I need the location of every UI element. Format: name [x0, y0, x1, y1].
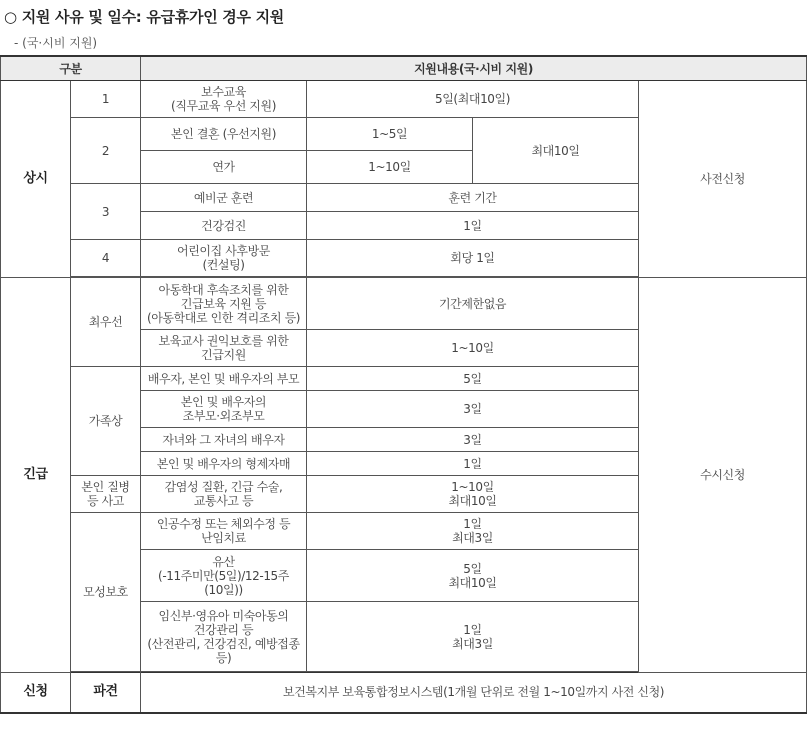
- table-row: [1, 81, 807, 118]
- application-content: 보건복지부 보육통합정보시스템(1개월 단위로 전월 1~10일까지 사전 신청): [141, 673, 807, 713]
- category-regular: 상시: [1, 81, 71, 278]
- row-days: 1~10일: [307, 151, 473, 184]
- row-days: 1~10일 최대10일: [307, 476, 639, 513]
- support-table: [0, 55, 807, 714]
- row-days: 5일: [307, 367, 639, 391]
- subcategory-maternity: 모성보호: [71, 513, 141, 672]
- page-subtitle: - (국·시비 지원): [14, 36, 98, 50]
- row-days: 회당 1일: [307, 240, 639, 277]
- row-days: 5일 최대10일: [307, 550, 639, 602]
- row-item: 감염성 질환, 긴급 수술, 교통사고 등: [141, 476, 307, 513]
- subcategory-family: 가족상: [71, 367, 141, 476]
- row-days: 기간제한없음: [307, 278, 639, 330]
- row-item: 본인 및 배우자의 조부모·외조부모: [141, 391, 307, 428]
- row-item: 본인 결혼 (우선지원): [141, 118, 307, 151]
- row-item: 본인 및 배우자의 형제자매: [141, 452, 307, 476]
- page-title: ○ 지원 사유 및 일수: 유급휴가인 경우 지원: [4, 8, 284, 26]
- row-days: 1~10일: [307, 330, 639, 367]
- row-item: 어린이집 사후방문 (컨설팅): [141, 240, 307, 277]
- row-days: 3일: [307, 391, 639, 428]
- apply-method-urgent: 수시신청: [639, 278, 807, 673]
- row-days: 5일(최대10일): [307, 81, 639, 118]
- row-item: 연가: [141, 151, 307, 184]
- row-item: 건강검진: [141, 212, 307, 240]
- header-content: 지원내용(국·시비 지원): [141, 56, 807, 81]
- row-item: 인공수정 또는 체외수정 등 난임치료: [141, 513, 307, 550]
- row-number: 1: [71, 81, 141, 118]
- row-item: 보육교사 권익보호를 위한 긴급지원: [141, 330, 307, 367]
- row-item: 예비군 훈련: [141, 184, 307, 212]
- category-application: 신청: [1, 673, 71, 713]
- row-number: 2: [71, 118, 141, 184]
- row-number: 3: [71, 184, 141, 240]
- row-item: 유산 (-11주미만(5일)/12-15주 (10일)): [141, 550, 307, 602]
- row-number: 4: [71, 240, 141, 277]
- row-days: 1~5일: [307, 118, 473, 151]
- row-item: 아동학대 후속조치를 위한 긴급보육 지원 등 (아동학대로 인한 격리조치 등): [141, 278, 307, 330]
- apply-method-regular: 사전신청: [639, 81, 807, 278]
- row-max-days: 최대10일: [473, 118, 639, 184]
- subcategory-dispatch: 파견: [71, 673, 141, 713]
- row-days: 1일: [307, 452, 639, 476]
- row-item: 자녀와 그 자녀의 배우자: [141, 428, 307, 452]
- table-header-row: [1, 56, 807, 81]
- category-urgent: 긴급: [1, 278, 71, 673]
- row-days: 훈련 기간: [307, 184, 639, 212]
- subcategory-priority: 최우선: [71, 278, 141, 367]
- row-item: 보수교육 (직무교육 우선 지원): [141, 81, 307, 118]
- row-item: 임신부·영유아 미숙아동의 건강관리 등 (산전관리, 건강검진, 예방접종 등): [141, 602, 307, 672]
- row-days: 1일 최대3일: [307, 602, 639, 672]
- header-category: 구분: [1, 56, 141, 81]
- subcategory-illness: 본인 질병 등 사고: [71, 476, 141, 513]
- table-row-application: [1, 673, 807, 713]
- row-item: 배우자, 본인 및 배우자의 부모: [141, 367, 307, 391]
- row-days: 1일: [307, 212, 639, 240]
- row-days: 3일: [307, 428, 639, 452]
- row-days: 1일 최대3일: [307, 513, 639, 550]
- table-row: [1, 278, 807, 330]
